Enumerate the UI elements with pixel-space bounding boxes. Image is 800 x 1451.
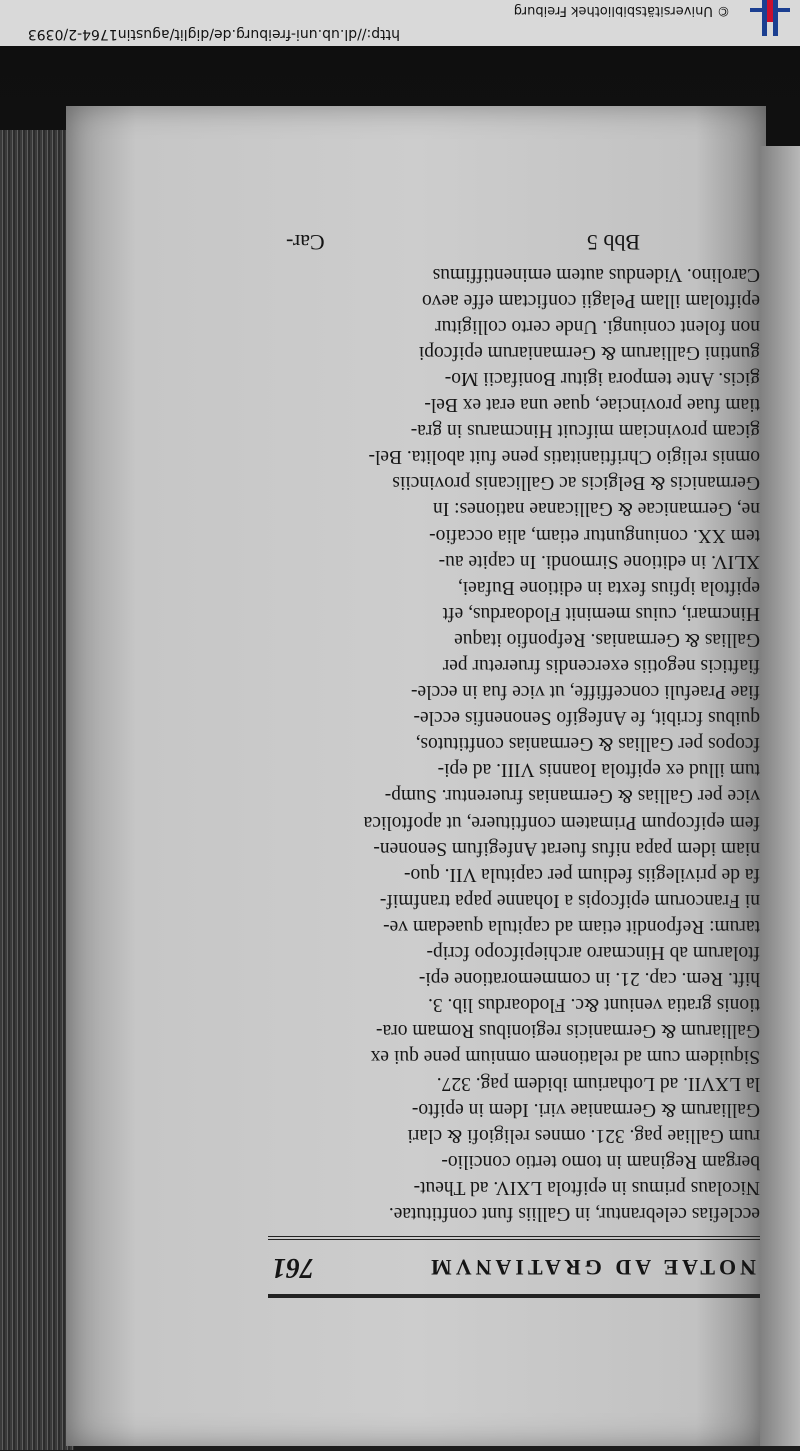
text-line: omnis religio Chriftianitatis pene fuit abolita. Bel- — [368, 446, 760, 468]
facing-page — [760, 146, 800, 1446]
text-line: tiam fuae provinciae, quae una erat ex Bel- — [424, 394, 760, 416]
text-line: Carolino. Videndus autem eminentiffimus — [432, 263, 760, 285]
page-footer — [268, 229, 760, 261]
text-line: tem XX. coniunguntur etiam, alia occafio- — [429, 524, 760, 546]
text-line: non folent coniungi. Unde certo colligitur — [435, 315, 760, 337]
text-line: fem epifcopum Primatem conftituere, ut apoftolica — [363, 811, 760, 833]
catchword: Car- — [286, 229, 325, 255]
signature-mark: Bbb 5 — [586, 229, 640, 255]
copyright-notice: © Universitätsbibliothek Freiburg — [513, 3, 730, 18]
text-line: niam idem papa nifus fuerat Anfegifum Senonen- — [373, 837, 760, 859]
text-line: hift. Rem. cap. 21. in commemoratione epi- — [418, 968, 760, 990]
text-line: tionis gratia veniunt &c. Flodoardus lib. 3. — [427, 994, 760, 1016]
text-line: ftolarum ab Hincmaro archiepifcopo fcrip- — [426, 942, 760, 964]
text-line: gicis. Ante tempora igitur Bonifacii Mo- — [444, 368, 760, 389]
document-url[interactable]: http://dl.ub.uni-freiburg.de/diglit/agustin1764-2/0393 — [27, 26, 400, 42]
text-line: tum illud ex epiftola Ioannis VIII. ad epi- — [437, 759, 760, 781]
page-content-rotated — [268, 198, 760, 1298]
page-number: 761 — [272, 1252, 314, 1283]
text-line: fa de privilegiis fedium per capitula VII. quo- — [404, 863, 760, 885]
text-line: quibus fcribit, fe Anfegifo Senonenfis eccle- — [413, 707, 760, 729]
text-line: fiae Praefuli conceffiffe, ut vice fua in eccle- — [410, 681, 760, 703]
text-line: bergam Reginam in tomo tertio concilio- — [441, 1150, 760, 1172]
body-text — [268, 261, 760, 1226]
text-line: XLIV. in editione Sirmondi. In capite au- — [438, 550, 760, 572]
text-line: Siquidem cum ad relationem omnium pene qui ex — [370, 1046, 760, 1068]
text-line: la LXVII. ad Lotharium ibidem pag. 327. — [436, 1072, 760, 1094]
text-line: fiafticis negotiis exercendis frueretur per — [442, 655, 760, 677]
page-edges — [0, 130, 74, 1450]
text-line: vice per Gallias & Germanias fruerentur. Sump- — [384, 785, 760, 807]
text-line: Hincmari, cuius meminit Flodoardus, eft — [442, 602, 760, 624]
running-header — [268, 1236, 760, 1298]
text-line: tarum: Refpondit etiam ad capitula quaedam ve- — [383, 915, 760, 937]
text-line: guntini Galliarum & Germaniarum epifcopi — [418, 341, 760, 363]
text-line: ni Francorum epifcopis a Iohanne papa tranfmif- — [379, 889, 760, 911]
text-line: Gallias & Germanias. Refponfio itaque — [454, 628, 760, 650]
text-line: gicam provinciam mifcuit Hincmarus in gra- — [410, 420, 760, 442]
text-line: Germanicis & Belgicis ac Gallicanis provinciis — [392, 472, 760, 494]
university-logo-icon — [750, 0, 790, 40]
text-line: rum Galliae pag. 321. omnes religiofi & clari — [407, 1124, 760, 1146]
text-line: Galliarum & Germanicis regionibus Romam ora- — [376, 1020, 760, 1042]
text-line: ecclefias celebrantur, in Galliis funt conftitutae. — [388, 1203, 760, 1224]
text-line: fcopos per Gallias & Germanias conftitutos, — [415, 733, 760, 755]
text-line: epiftola ipfius fexta in editione Bufaei, — [457, 576, 760, 598]
text-line: epiftolam illam Pelagii confictam effe aevo — [421, 289, 760, 311]
text-line: Galliarum & Germaniae viri. Idem in epifto- — [411, 1098, 760, 1120]
running-title: NOTAE AD GRATIANVM — [426, 1255, 756, 1280]
text-line: ne, Germanicae & Gallicanae nationes: In — [432, 498, 760, 520]
viewer-toolbar — [0, 0, 800, 47]
text-line: Nicolaus primus in epiftola LXIV. ad Theut- — [413, 1176, 760, 1198]
